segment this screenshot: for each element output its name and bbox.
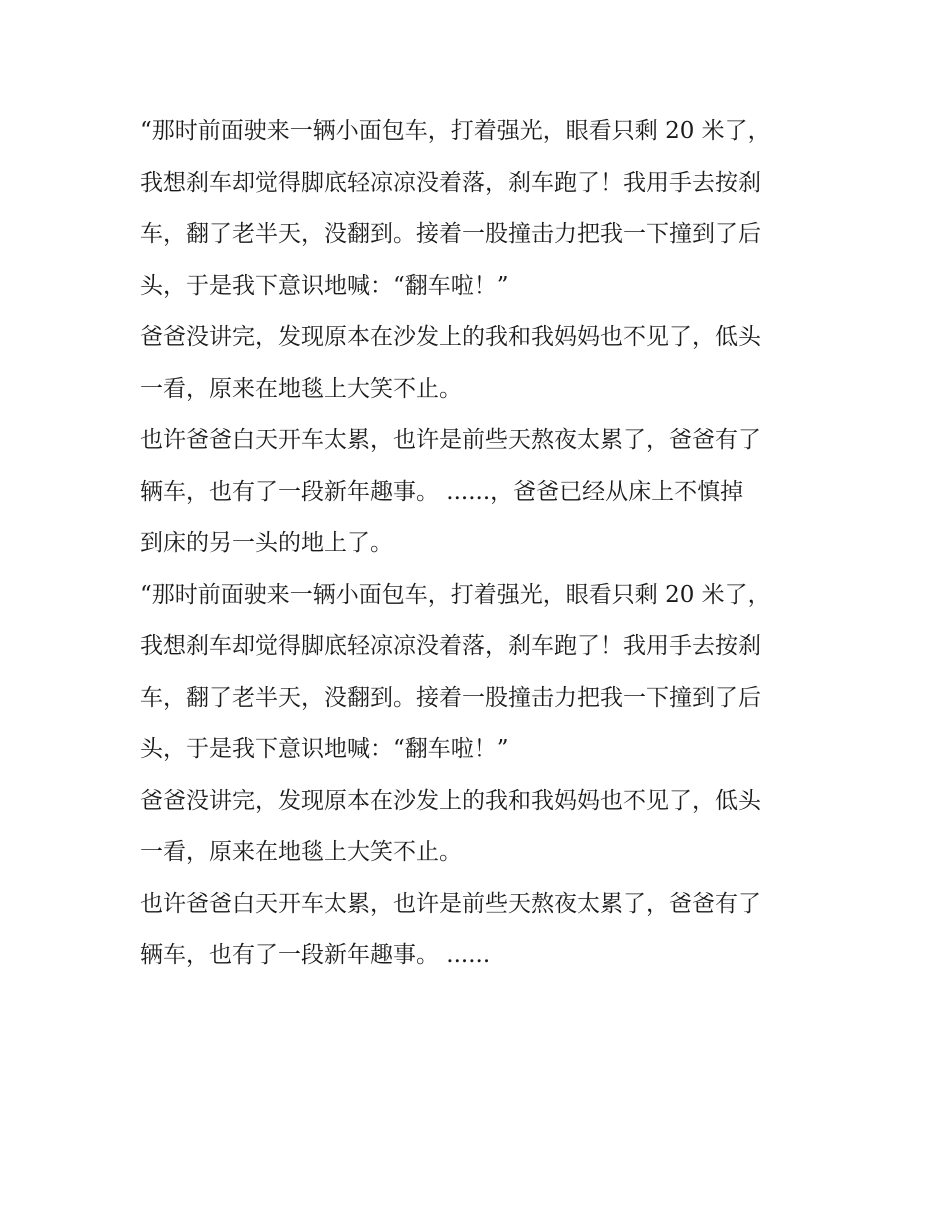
text-line: 我想刹车却觉得脚底轻凉凉没着落，刹车跑了！我用手去按刹 [140,169,761,196]
text-line: 车，翻了老半天，没翻到。接着一股撞击力把我一下撞到了后 [140,684,761,711]
text-line: “那时前面驶来一辆小面包车，打着强光，眼看只剩 20 米了， [140,581,771,608]
text-line: 爸爸没讲完，发现原本在沙发上的我和我妈妈也不见了，低头 [140,324,761,350]
text-line: 一看，原来在地毯上大笑不止。 [140,375,462,402]
text-line: 也许爸爸白天开车太累，也许是前些天熬夜太累了，爸爸有了 [140,890,761,917]
text-line: 爸爸没讲完，发现原本在沙发上的我和我妈妈也不见了，低头 [140,787,761,814]
text-line: 我想刹车却觉得脚底轻凉凉没着落，刹车跑了！我用手去按刹 [140,633,761,659]
text-line: 头，于是我下意识地喊：“翻车啦！” [140,272,509,299]
text-line: 车，翻了老半天，没翻到。接着一股撞击力把我一下撞到了后 [140,221,761,247]
text-line: 到床的另一头的地上了。 [140,530,393,556]
text-line: 辆车，也有了一段新年趣事。 ...... [140,942,491,968]
text-line: 也许爸爸白天开车太累，也许是前些天熬夜太累了，爸爸有了 [140,427,761,453]
text-line: 辆车，也有了一段新年趣事。 ......，爸爸已经从床上不慎掉 [140,478,744,505]
text-line: “那时前面驶来一辆小面包车，打着强光，眼看只剩 20 米了， [140,118,771,144]
text-line: 头，于是我下意识地喊：“翻车啦！” [140,736,509,762]
text-line: 一看，原来在地毯上大笑不止。 [140,839,462,865]
body-text [140,106,840,982]
